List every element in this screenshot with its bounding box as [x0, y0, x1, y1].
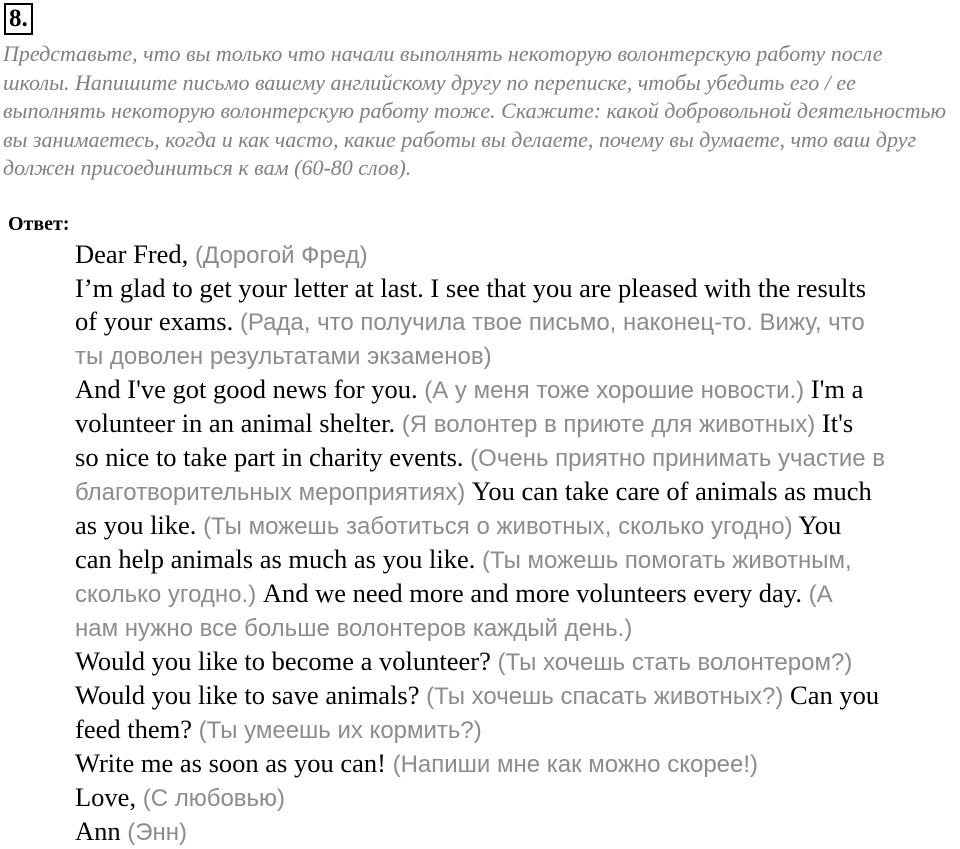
russian-translation: (Я волонтер в приюте для животных): [401, 411, 816, 438]
russian-translation: ты доволен результатами экзаменов): [75, 343, 492, 370]
english-text: volunteer in an animal shelter.: [75, 408, 402, 438]
letter-line: [75, 509, 960, 543]
english-text: can help animals as much as you like.: [75, 544, 482, 574]
english-text: You can take care of animals as much: [465, 476, 872, 506]
english-text: Dear Fred,: [75, 239, 195, 269]
russian-translation: (Рада, что получила твое письмо, наконец-то. Вижу, что: [239, 309, 865, 336]
english-text: I'm a: [804, 374, 864, 404]
english-text: of your exams.: [75, 306, 240, 336]
russian-translation: (Очень приятно принимать участие в: [470, 445, 886, 472]
russian-translation: (Дорогой Фред): [194, 242, 368, 269]
russian-translation: (Энн): [127, 819, 188, 846]
english-text: And we need more and more volunteers every day.: [256, 578, 809, 608]
russian-translation: (А у меня тоже хорошие новости.): [424, 377, 805, 404]
english-text: Would you like to save animals?: [75, 680, 427, 710]
russian-translation: (Ты умеешь их кормить?): [198, 717, 482, 744]
russian-translation: нам нужно все больше волонтеров каждый день.): [75, 615, 633, 642]
english-text: as you like.: [75, 510, 204, 540]
english-text: I’m glad to get your letter at last. I see that you are pleased with the results: [75, 273, 867, 303]
letter-line: [75, 679, 960, 713]
english-text: It's: [815, 408, 854, 438]
english-text: And I've got good news for you.: [75, 374, 425, 404]
english-text: Can you: [783, 680, 880, 710]
letter-line: [75, 645, 960, 679]
english-text: You: [792, 510, 842, 540]
russian-translation: (Ты можешь помогать животным,: [481, 547, 852, 574]
russian-translation: сколько угодно.): [75, 581, 257, 608]
russian-translation: (Ты можешь заботиться о животных, сколько угодно): [203, 513, 793, 540]
letter-line: [75, 611, 960, 645]
letter-line: [75, 373, 960, 407]
english-text: Would you like to become a volunteer?: [75, 646, 498, 676]
letter-line: [75, 441, 960, 475]
english-text: so nice to take part in charity events.: [75, 442, 471, 472]
english-text: Write me as soon as you can!: [75, 748, 393, 778]
letter-line: [75, 713, 960, 747]
russian-translation: (А: [808, 581, 833, 608]
letter-line: [75, 577, 960, 611]
letter-line: [75, 339, 960, 373]
letter-line: [75, 781, 960, 815]
letter-line: [75, 238, 960, 272]
english-text: feed them?: [75, 714, 199, 744]
russian-translation: (Напиши мне как можно скорее!): [392, 751, 759, 778]
letter-line: [75, 475, 960, 509]
answer-label: Ответ:: [8, 213, 70, 235]
russian-translation: (Ты хочешь спасать животных?): [426, 683, 784, 710]
letter-line: [75, 815, 960, 849]
letter-line: [75, 407, 960, 441]
letter-line: [75, 543, 960, 577]
russian-translation: благотворительных мероприятиях): [75, 479, 466, 506]
answer-letter: [75, 238, 960, 849]
letter-line: [75, 305, 960, 339]
russian-translation: (С любовью): [142, 785, 286, 812]
english-text: Ann: [75, 816, 128, 846]
letter-line: [75, 272, 960, 305]
letter-line: [75, 747, 960, 781]
task-prompt: Представьте, что вы только что начали выполнять некоторую волонтерскую работу после школы. Напишите письмо вашему английскому другу по переписке, чтобы убедить его / ее выполнять некоторую волонтерскую работу тоже. Скажите: какой добровольной деятельностью вы занимаетесь, когда и как часто, какие работы вы делаете, почему вы думаете, что ваш друг должен присоединиться к вам (60-80 слов).: [3, 41, 947, 180]
russian-translation: (Ты хочешь стать волонтером?): [497, 649, 853, 676]
english-text: Love,: [75, 782, 143, 812]
task-number: 8.: [4, 3, 33, 35]
